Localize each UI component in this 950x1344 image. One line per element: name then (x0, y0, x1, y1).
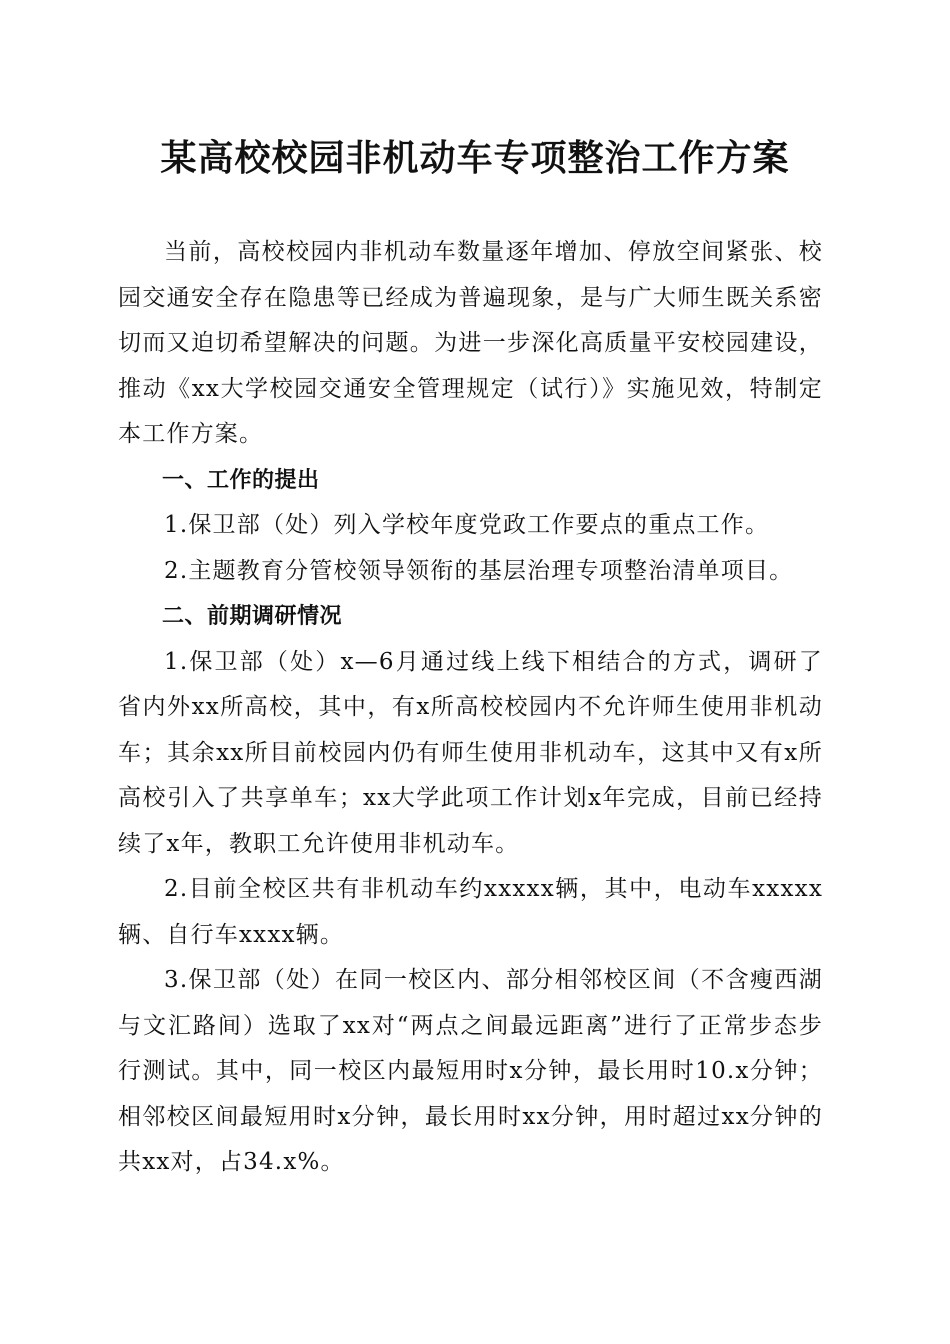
section-heading-research: 二、前期调研情况 (162, 604, 343, 629)
document-body (118, 230, 823, 1186)
research-item-3: 3.保卫部（处）在同一校区内、部分相邻校区间（不含瘦西湖与文汇路间）选取了xx对“两点之间最远距离”进行了正常步态步行测试。其中，同一校区内最短用时x分钟，最长用时10.x分钟；相邻校区间最短用时x分钟，最长用时xx分钟，用时超过xx分钟的共xx对，占34.x%。 (118, 967, 823, 1175)
research-item-2: 2.目前全校区共有非机动车约xxxxx辆，其中，电动车xxxxx辆、自行车xxxx辆。 (118, 876, 823, 948)
research-item-1: 1.保卫部（处）x—6月通过线上线下相结合的方式，调研了省内外xx所高校，其中，有x所高校校园内不允许师生使用非机动车；其余xx所目前校园内仍有师生使用非机动车，这其中又有x所高校引入了共享单车；xx大学此项工作计划x年完成，目前已经持续了x年，教职工允许使用非机动车。 (118, 648, 823, 857)
document-title: 某高校校园非机动车专项整治工作方案 (160, 137, 790, 179)
proposal-item-1: 1.保卫部（处）列入学校年度党政工作要点的重点工作。 (164, 512, 770, 538)
proposal-item-2: 2.主题教育分管校领导领衔的基层治理专项整治清单项目。 (164, 557, 794, 584)
intro-paragraph: 当前，高校校园内非机动车数量逐年增加、停放空间紧张、校园交通安全存在隐患等已经成为普遍现象，是与广大师生既关系密切而又迫切希望解决的问题。为进一步深化高质量平安校园建设，推动《xx大学校园交通安全管理规定（试行）》实施见效，特制定本工作方案。 (118, 239, 823, 447)
section-heading-proposal: 一、工作的提出 (162, 467, 320, 493)
